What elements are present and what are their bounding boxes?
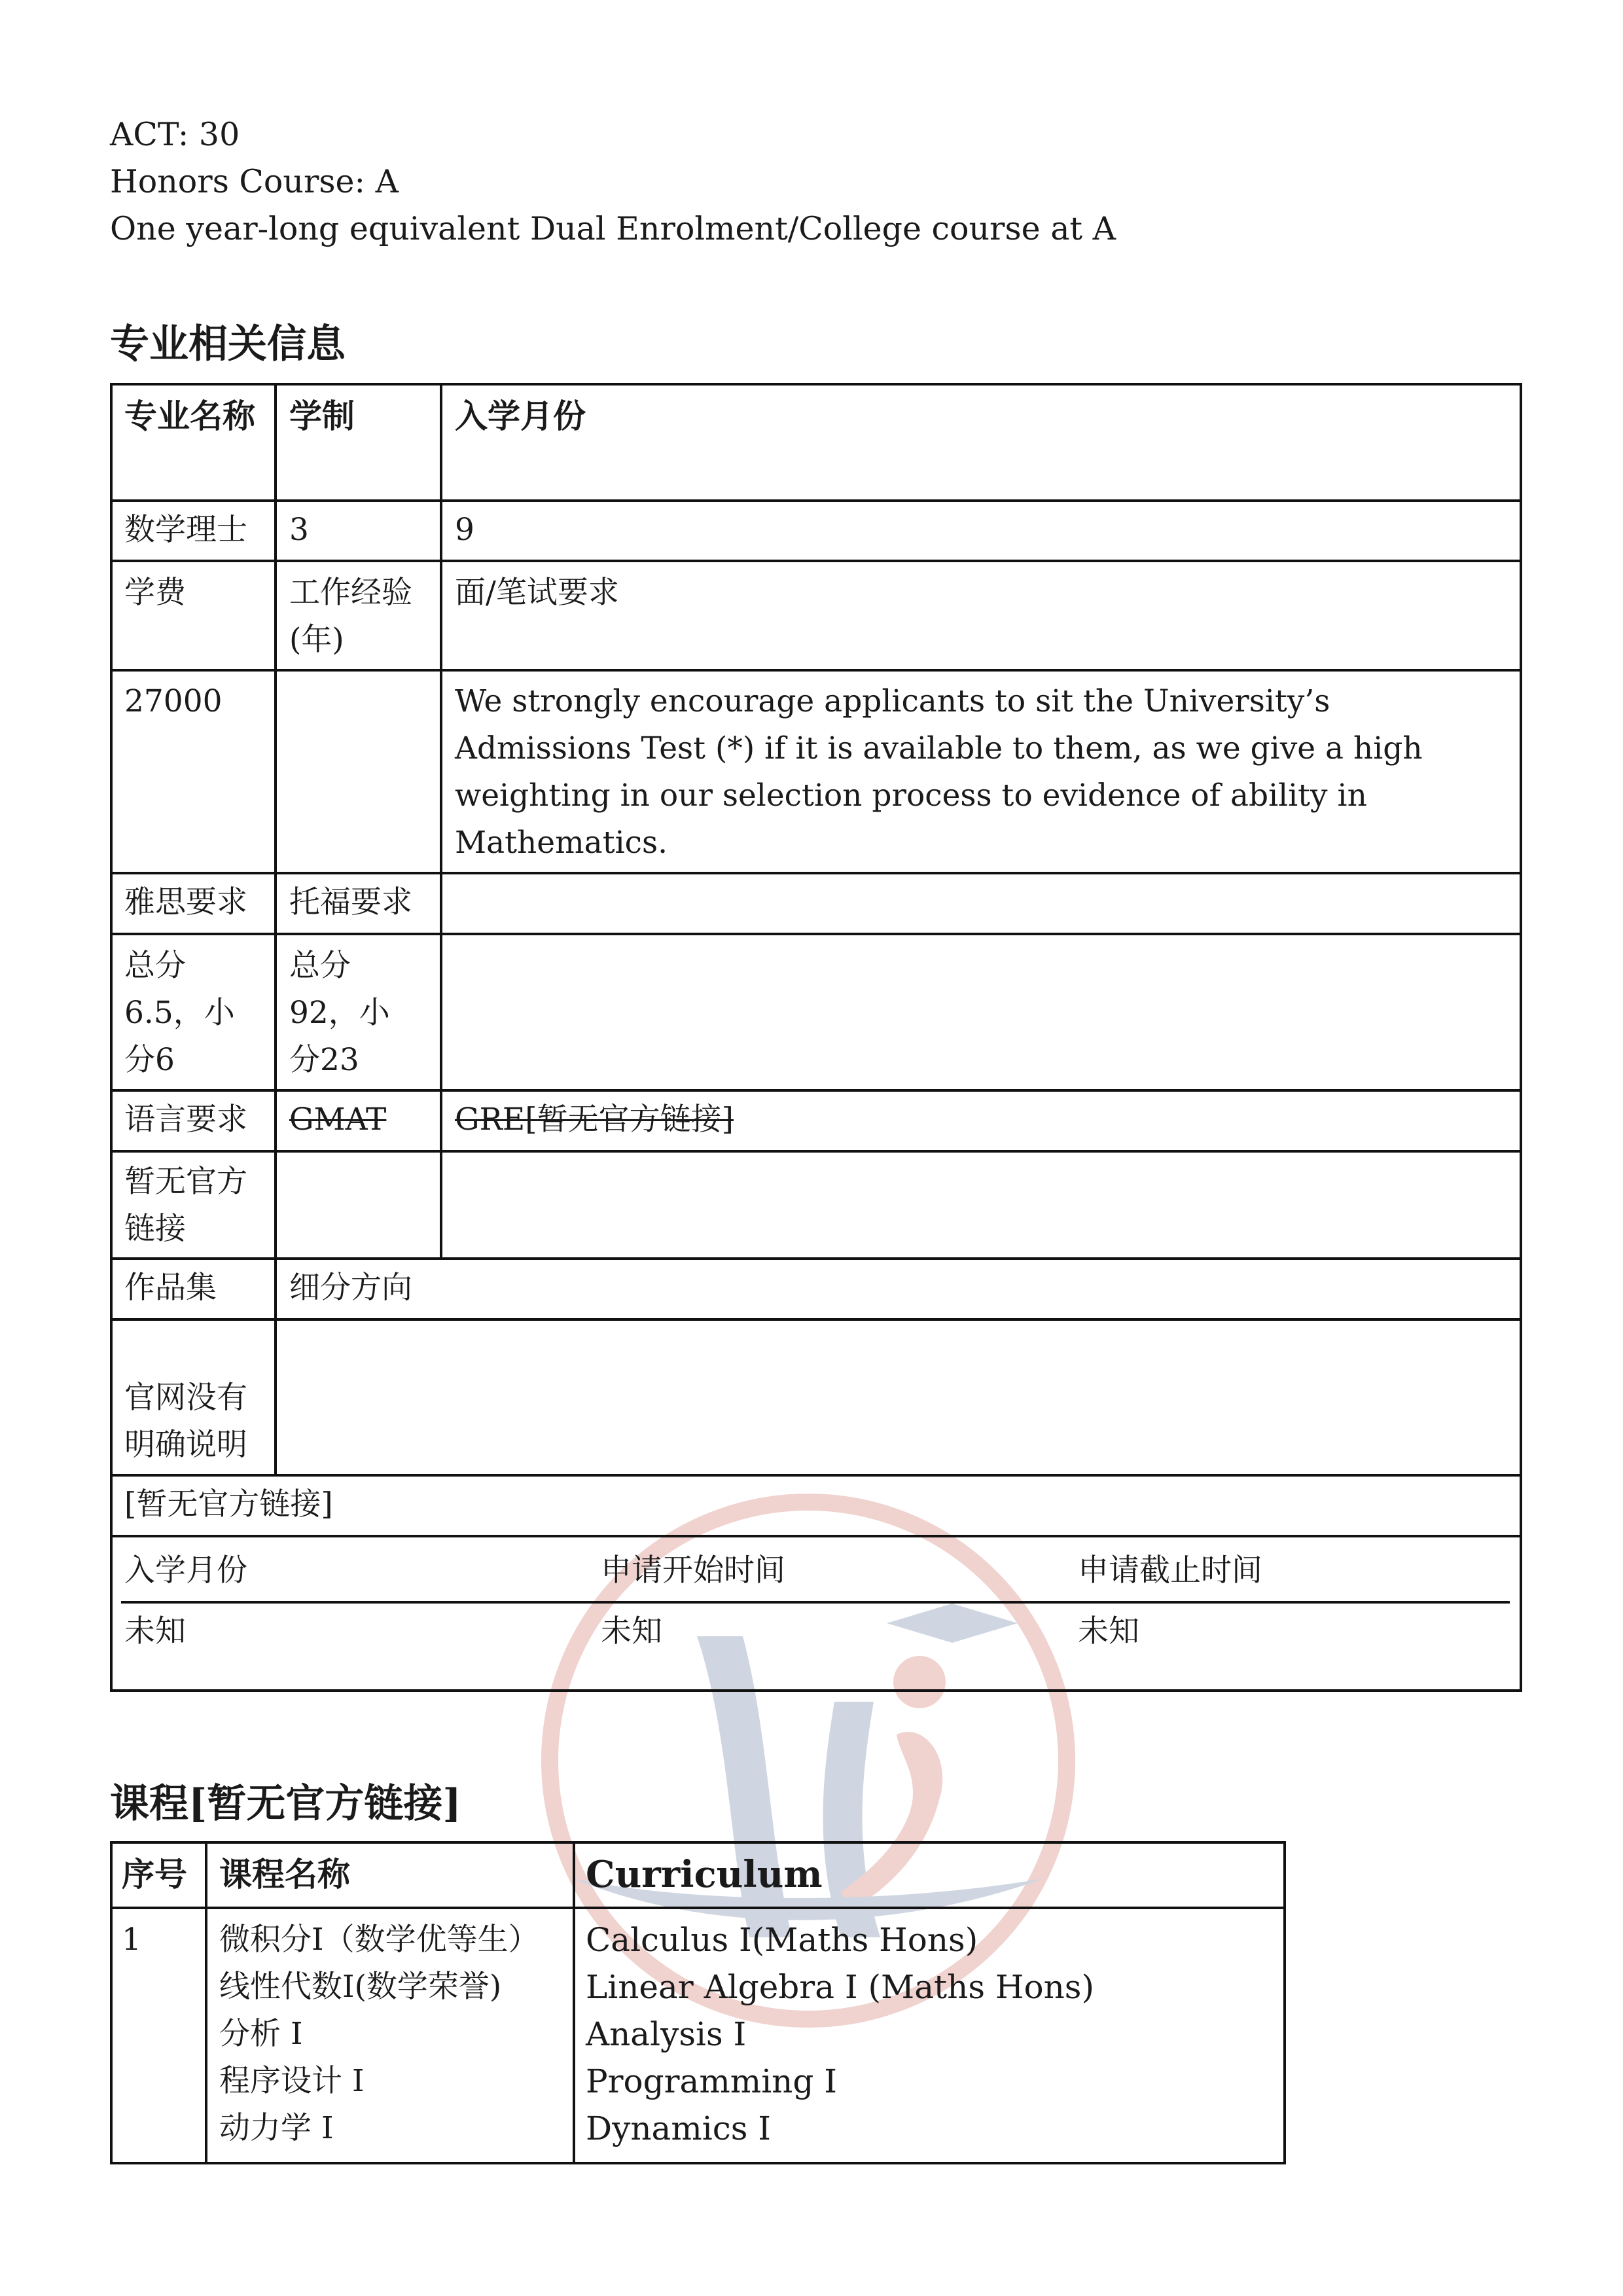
dates-intake-value: 未知: [124, 1613, 186, 1649]
tuition-label: 学费: [124, 575, 186, 611]
program-heading: 专业相关信息: [110, 321, 346, 367]
link-note: [暂无官方链接]: [124, 1486, 333, 1522]
toefl-value: 总分92，小分23: [289, 948, 390, 1078]
intro-block: [110, 111, 1116, 253]
curriculum-1: Calculus I(Maths Hons): [586, 1921, 978, 1959]
act-score: ACT: 30: [110, 116, 240, 153]
course-row-no: 1: [122, 1922, 141, 1958]
curriculum-5: Dynamics I: [586, 2109, 772, 2147]
portfolio-label: 作品集: [124, 1270, 217, 1306]
work-experience-label: 工作经验(年): [289, 575, 412, 658]
ielts-label: 雅思要求: [124, 884, 247, 920]
dates-header-start: 申请开始时间: [601, 1552, 785, 1588]
dates-header-intake: 入学月份: [124, 1552, 247, 1588]
curriculum-2: Linear Algebra I (Maths Hons): [586, 1968, 1094, 2006]
dates-deadline-value: 未知: [1078, 1613, 1139, 1649]
language-label: 语言要求: [124, 1102, 247, 1138]
course-name-2: 线性代数I(数学荣誉): [219, 1969, 502, 2005]
program-name-value: 数学理士: [124, 512, 247, 548]
course-name-1: 微积分I（数学优等生）: [219, 1922, 539, 1958]
header-program-name: 专业名称: [124, 397, 255, 435]
direction-label: 细分方向: [289, 1270, 412, 1306]
curriculum-list: [586, 1916, 1094, 2152]
gmat-label: GMAT: [289, 1102, 387, 1138]
interview-label: 面/笔试要求: [455, 575, 619, 611]
curriculum-4: Programming I: [586, 2062, 838, 2100]
intake-value: 9: [455, 512, 474, 548]
tuition-value: 27000: [124, 683, 223, 719]
dates-header-deadline: 申请截止时间: [1078, 1552, 1262, 1588]
course-name-3: 分析 I: [219, 2016, 303, 2052]
portfolio-value: 官网没有明确说明: [124, 1380, 247, 1463]
toefl-label: 托福要求: [289, 884, 412, 920]
curriculum-3: Analysis I: [586, 2015, 747, 2053]
honors-course: Honors Course: A: [110, 163, 399, 200]
header-no: 序号: [122, 1855, 187, 1893]
language-value: 暂无官方链接: [124, 1164, 247, 1247]
dual-enrolment: One year-long equivalent Dual Enrolment/College course at A: [110, 210, 1116, 247]
ielts-value: 总分6.5，小分6: [124, 948, 235, 1078]
duration-value: 3: [289, 512, 309, 548]
header-curriculum: Curriculum: [586, 1853, 823, 1896]
courses-heading: 课程[暂无官方链接]: [110, 1781, 461, 1827]
course-name-5: 动力学 I: [219, 2110, 334, 2146]
course-name-4: 程序设计 I: [219, 2063, 365, 2099]
header-course-name: 课程名称: [219, 1855, 350, 1893]
interview-requirement: We strongly encourage applicants to sit the University’s Admissions Test (*) if it is available to them, as we give a high weighting in our selection process to evidence of ability in Mathematics.: [455, 683, 1423, 861]
header-intake: 入学月份: [455, 397, 586, 435]
course-names-list: [219, 1916, 539, 2152]
header-duration: 学制: [289, 397, 355, 435]
dates-start-value: 未知: [601, 1613, 662, 1649]
gre-label: GRE[暂无官方链接]: [455, 1102, 734, 1138]
